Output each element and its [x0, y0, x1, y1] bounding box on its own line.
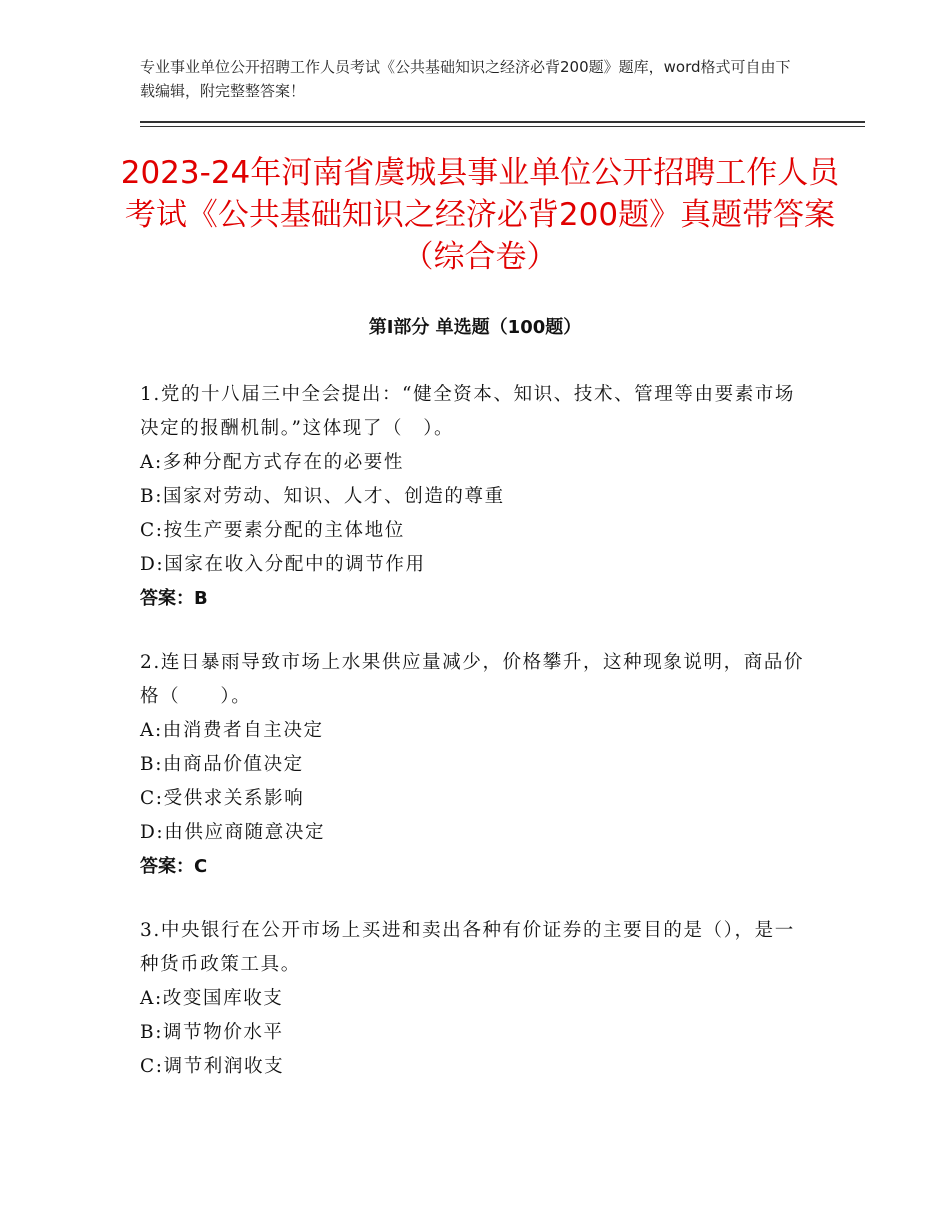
- question-stem: 1.党的十八届三中全会提出：“健全资本、知识、技术、管理等由要素市场决定的报酬机制。”这体现了（ ）。: [140, 384, 796, 439]
- header-rule-thick: [140, 121, 865, 123]
- option-b: B:调节物价水平: [140, 1022, 284, 1043]
- document-title: 2023-24年河南省虞城县事业单位公开招聘工作人员考试《公共基础知识之经济必背200题》真题带答案（综合卷）: [120, 155, 840, 275]
- question-stem: 2.连日暴雨导致市场上水果供应量减少，价格攀升，这种现象说明，商品价格（ ）。: [140, 652, 805, 707]
- question-1: [140, 378, 805, 616]
- option-b: B:由商品价值决定: [140, 754, 304, 775]
- answer-text: 答案：B: [140, 588, 208, 609]
- question-list: [140, 378, 805, 1114]
- option-a: A:多种分配方式存在的必要性: [140, 452, 404, 473]
- question-2: [140, 646, 805, 884]
- option-c: C:按生产要素分配的主体地位: [140, 520, 405, 541]
- question-stem: 3.中央银行在公开市场上买进和卖出各种有价证券的主要目的是（），是一种货币政策工具。: [140, 920, 795, 975]
- option-d: D:由供应商随意决定: [140, 822, 326, 843]
- question-3: [140, 914, 805, 1084]
- section-heading: 第Ⅰ部分 单选题（100题）: [368, 317, 582, 338]
- option-a: A:改变国库收支: [140, 988, 284, 1009]
- option-d: D:国家在收入分配中的调节作用: [140, 554, 426, 575]
- option-b: B:国家对劳动、知识、人才、创造的尊重: [140, 486, 505, 507]
- header-note: 专业事业单位公开招聘工作人员考试《公共基础知识之经济必背200题》题库，word格式可自由下载编辑，附完整整答案！: [140, 58, 791, 100]
- answer-text: 答案：C: [140, 856, 208, 877]
- option-c: C:调节利润收支: [140, 1056, 285, 1077]
- header-rule-thin: [140, 126, 865, 127]
- option-a: A:由消费者自主决定: [140, 720, 324, 741]
- option-c: C:受供求关系影响: [140, 788, 305, 809]
